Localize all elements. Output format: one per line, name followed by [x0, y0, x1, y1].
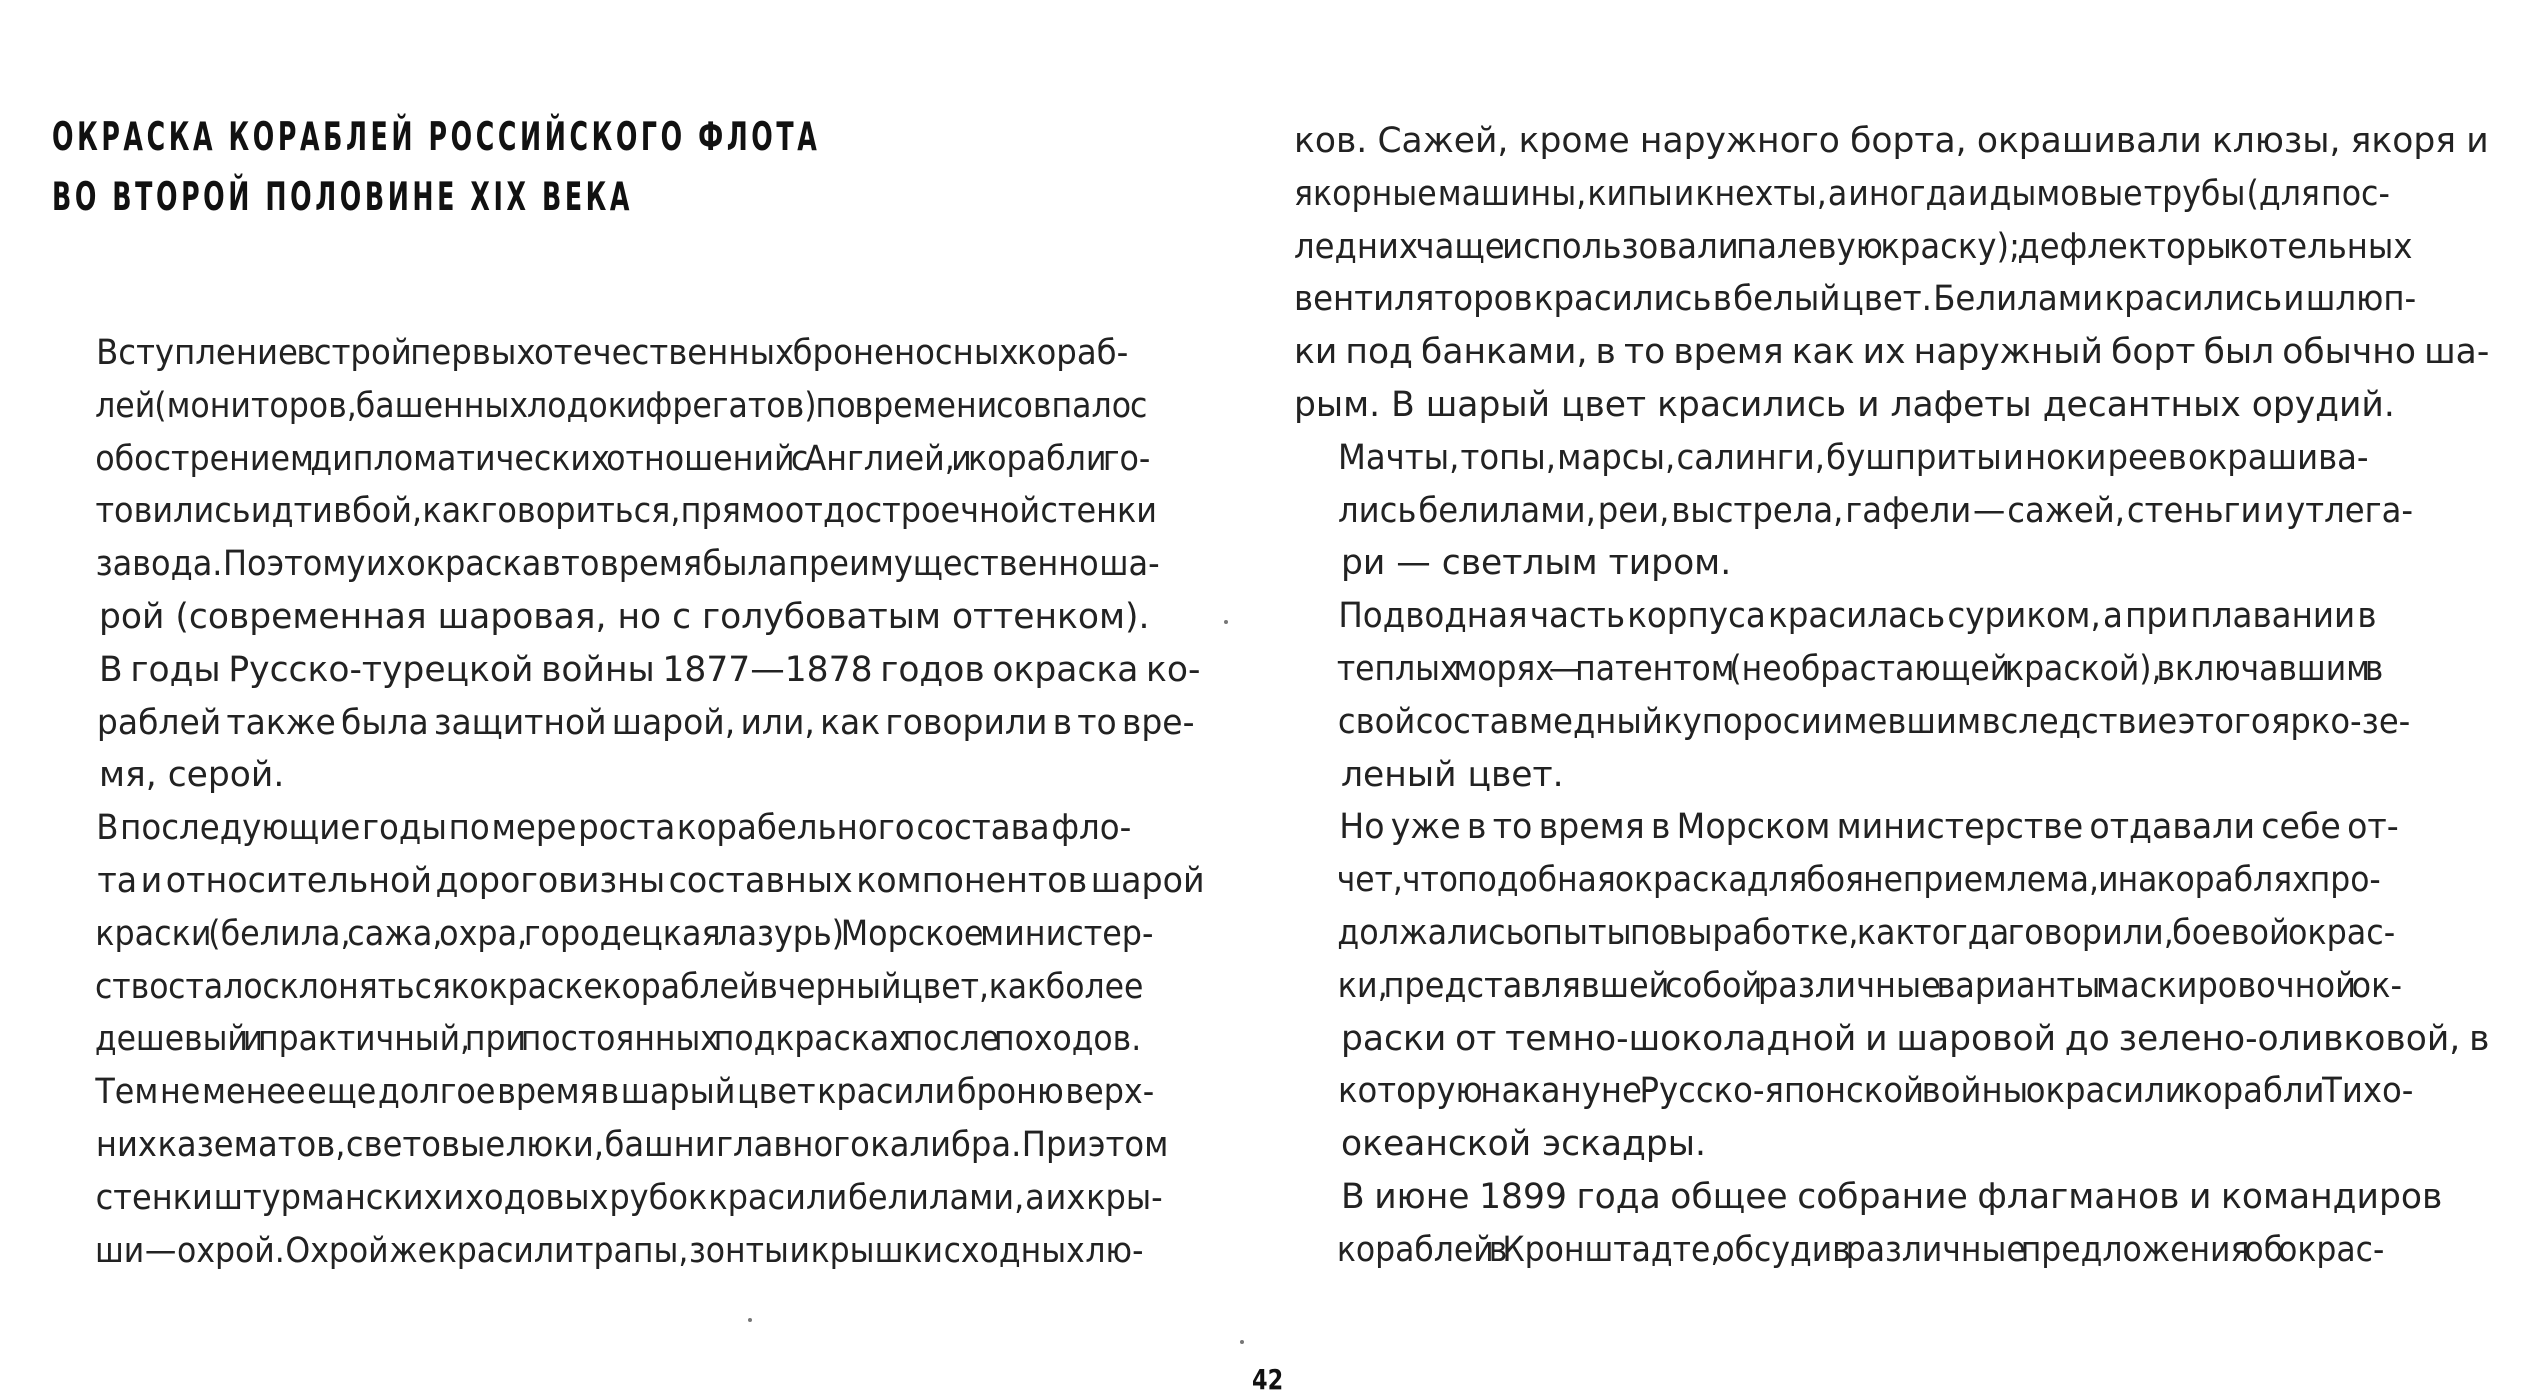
paragraph: [1294, 432, 2489, 590]
text-line: Тем не менее еще долгое время в шарый цвет красили броню верх-: [95, 1072, 1155, 1113]
text-line: должались опыты по выработке, как тогда говорили, боевой окрас-: [1337, 912, 2396, 953]
scan-speck: [1240, 1340, 1244, 1344]
heading-line-1: ОКРАСКА КОРАБЛЕЙ РОССИЙСКОГО ФЛОТА: [52, 115, 821, 160]
text-line: ков. Сажей, кроме наружного борта, окрашивали клюзы, якоря и: [1294, 121, 2489, 161]
text-line: ки, представлявшей собой различные варианты маскировочной ок-: [1337, 965, 2402, 1006]
text-line: ство стало склоняться к окраске кораблей в черный цвет, как более: [94, 966, 1144, 1007]
text-line: Вступление в строй первых отечественных броненосных кораб-: [96, 333, 1129, 373]
scan-speck: [748, 1318, 752, 1322]
text-line: В последующие годы по мере роста корабельного состава фло-: [96, 808, 1132, 849]
text-line: свой состав медный купорос и имевшим вследствие этого ярко-зе-: [1337, 701, 2411, 742]
text-line: рой (современная шаровая, но с голубоватым оттенком).: [99, 596, 1150, 637]
text-line: лей (мониторов, башенных лодок и фрегатов) по времени совпало с: [95, 385, 1148, 426]
paragraph: [1294, 115, 2489, 432]
text-line: товились идти в бой, как говориться, прямо от достроечной стенки: [95, 491, 1157, 532]
text-line: вентиляторов красились в белый цвет. Белилами красились и шлюп-: [1294, 279, 2417, 320]
text-line: ледних чаще использовали палевую краску); дефлекторы котельных: [1294, 226, 2413, 267]
paragraph: [52, 327, 1247, 644]
text-line: Мачты, топы, марсы, салинги, бушприты и ноки реев окрашива-: [1338, 437, 2369, 478]
page-number: 42: [1252, 1363, 1284, 1396]
text-line: Подводная часть корпуса красилась суриком, а при плавании в: [1338, 596, 2377, 637]
paragraph: [1294, 590, 2489, 801]
text-line: раски от темно-шоколадной и шаровой до зелено-оливковой, в: [1341, 1018, 2490, 1059]
text-line: В годы Русско-турецкой войны 1877—1878 годов окраска ко-: [99, 649, 1201, 690]
text-line: которую накануне Русско-японской войны окрасили корабли Тихо-: [1338, 1071, 2414, 1112]
left-text-column: [52, 327, 1247, 1277]
article-heading: [52, 108, 880, 228]
text-line: ри — светлым тиром.: [1341, 543, 1732, 584]
paragraph: [1294, 1171, 2489, 1277]
text-line: кораблей в Кронштадте, обсудив различные предложения об окрас-: [1336, 1229, 2385, 1270]
right-text-column: [1294, 115, 2489, 1277]
paragraph: [52, 644, 1247, 802]
paragraph: [52, 802, 1247, 1277]
text-line: них казематов, световые люки, башни главного калибра. При этом: [95, 1124, 1169, 1165]
text-line: краски (белила, сажа, охра, городецкая лазурь) Морское министер-: [95, 913, 1154, 954]
text-line: рым. В шарый цвет красились и лафеты десантных орудий.: [1294, 384, 2395, 425]
text-line: та и относительной дороговизны составных компонентов шарой: [97, 860, 1205, 901]
heading-line-2: ВО ВТОРОЙ ПОЛОВИНЕ XIX ВЕКА: [52, 175, 634, 220]
text-line: якорные машины, кипы и кнехты, а иногда и дымовые трубы (для пос-: [1294, 173, 2390, 214]
text-line: ки под банками, в то время как их наружный борт был обычно ша-: [1294, 332, 2490, 373]
text-line: мя, серой.: [99, 755, 285, 796]
text-line: раблей также была защитной шарой, или, как говорили в то вре-: [96, 702, 1195, 743]
text-line: лись белилами, реи, выстрела, гафели — сажей, стеньги и утлега-: [1338, 490, 2414, 531]
paragraph: [1294, 801, 2489, 1171]
text-line: обострением дипломатических отношений с Англией, и корабли го-: [95, 438, 1151, 479]
text-line: дешевый и практичный, при постоянных подкрасках после походов.: [94, 1019, 1142, 1060]
text-line: чет, что подобная окраска для боя неприемлема, и на кораблях про-: [1336, 860, 2381, 901]
text-line: океанской эскадры.: [1341, 1124, 1707, 1165]
text-line: леный цвет.: [1341, 754, 1564, 795]
text-line: Но уже в то время в Морском министерстве отдавали себе от-: [1339, 807, 2399, 848]
text-line: ши — охрой. Охрой же красили трапы, зонты и крышки сходных лю-: [94, 1230, 1144, 1271]
scan-speck: [1224, 620, 1228, 624]
text-line: В июне 1899 года общее собрание флагманов и командиров: [1341, 1176, 2443, 1217]
text-line: теплых морях — патентом (необрастающей краской), включавшим в: [1336, 648, 2384, 689]
text-line: завода. Поэтому их окраска в то время была преимущественно ша-: [95, 544, 1160, 585]
text-line: стенки штурманских и ходовых рубок красили белилами, а их кры-: [95, 1177, 1163, 1218]
